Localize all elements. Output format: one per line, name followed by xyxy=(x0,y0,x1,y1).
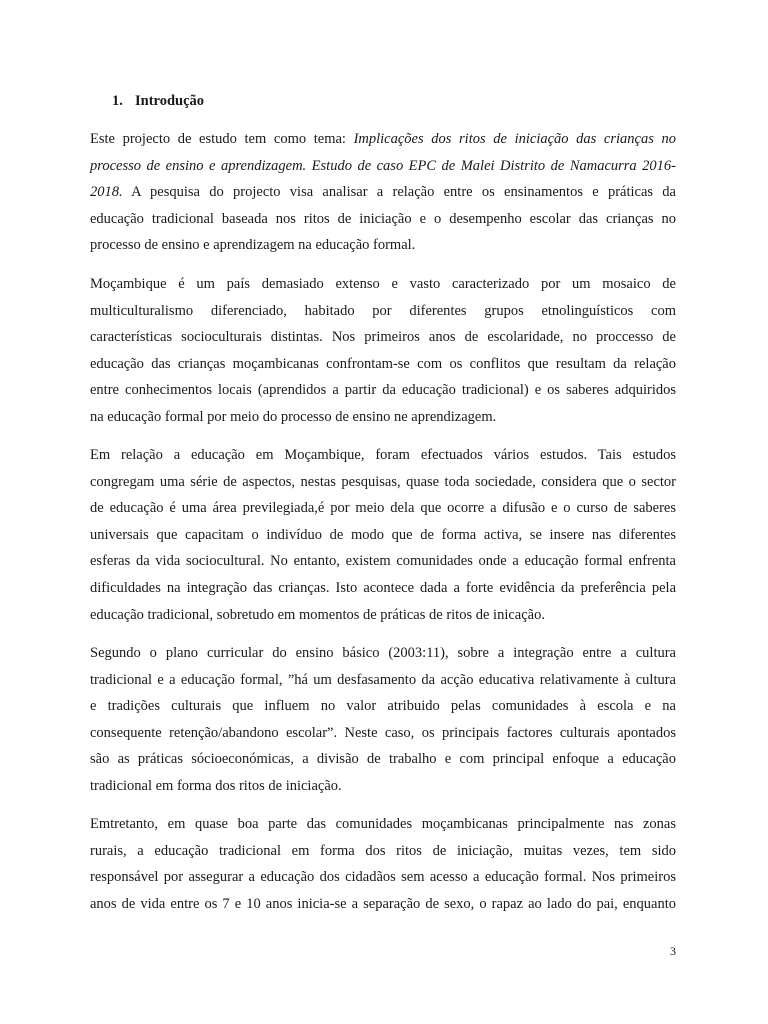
paragraph-line: são as práticas sócioeconómicas, a divisão de trabalho e com principal enfoque a educação xyxy=(90,751,676,768)
paragraph-line: educação tradicional, sobretudo em momentos de práticas de ritos de inicação. xyxy=(90,606,545,623)
paragraph-line: universais que capacitam o indivíduo de modo que de forma activa, se insere nas diferentes xyxy=(90,526,676,543)
section-heading xyxy=(112,93,204,110)
paragraph-line: responsável por assegurar a educação dos cidadãos sem acesso a educação formal. Nos primeiros xyxy=(90,869,676,886)
paragraph-line: multiculturalismo diferenciado, habitado por diferentes grupos etnolinguísticos com xyxy=(90,302,676,319)
paragraph-line: congregam uma série de aspectos, nestas pesquisas, quase toda sociedade, considera que o sector xyxy=(90,473,676,490)
paragraph-line: processo de ensino e aprendizagem na educação formal. xyxy=(90,237,416,254)
paragraph-line: educação tradicional baseada nos ritos de iniciação e o desempenho escolar das crianças no xyxy=(90,210,676,227)
paragraph-line: na educação formal por meio do processo de ensino ne aprendizagem. xyxy=(90,408,497,425)
paragraph-5 xyxy=(90,811,676,917)
paragraph-line: anos de vida entre os 7 e 10 anos inicia-se a separação de sexo, o rapaz ao lado do pai, enquanto xyxy=(90,895,676,912)
paragraph-line: processo de ensino e aprendizagem. Estudo de caso EPC de Malei Distrito de Namacurra 2016- xyxy=(90,157,676,174)
paragraph-line: entre conhecimentos locais (aprendidos a partir da educação tradicional) e os saberes adquiridos xyxy=(90,382,676,399)
paragraph-line: dificuldades na integração das crianças. Isto acontece dada a forte evidência da preferência pela xyxy=(90,579,676,596)
paragraph-line: tradicional e a educação formal, ”há um desfasamento da acção educativa relativamente à cultura xyxy=(90,671,676,688)
page-number: 3 xyxy=(670,944,676,958)
paragraph-line: Este projecto de estudo tem como tema: Implicações dos ritos de iniciação das crianças no xyxy=(90,131,676,147)
paragraph-line: rurais, a educação tradicional em forma dos ritos de iniciação, muitas vezes, tem sido xyxy=(90,842,676,859)
paragraph-3 xyxy=(90,442,676,628)
paragraph-2 xyxy=(90,271,676,431)
section-title: Introdução xyxy=(135,93,205,109)
paragraph-line: Moçambique é um país demasiado extenso e vasto caracterizado por um mosaico de xyxy=(90,276,676,292)
paragraph-line: esferas da vida sociocultural. No entanto, existem comunidades onde a educação formal enfrenta xyxy=(90,553,676,570)
paragraph-line: Em relação a educação em Moçambique, foram efectuados vários estudos. Tais estudos xyxy=(90,447,676,463)
paragraph-4 xyxy=(90,640,676,800)
paragraph-line: características socioculturais distintas. Nos primeiros anos de escolaridade, no proccesso de xyxy=(90,329,676,346)
paragraph-1 xyxy=(90,126,676,259)
paragraph-line: e tradições culturais que influem no valor atribuido pelas comunidades à escola e na xyxy=(90,698,676,715)
paragraph-line: consequente retenção/abandono escolar”. Neste caso, os principais factores culturais apontados xyxy=(90,724,676,741)
paragraph-line: Segundo o plano curricular do ensino básico (2003:11), sobre a integração entre a cultura xyxy=(90,645,676,661)
paragraph-line: de educação é uma área previlegiada,é por meio dela que ocorre a difusão e o curso de saberes xyxy=(90,500,676,517)
section-number: 1. xyxy=(112,93,123,109)
paragraph-line: Emtretanto, em quase boa parte das comunidades moçambicanas principalmente nas zonas xyxy=(90,816,676,832)
paragraph-line: tradicional em forma dos ritos de iniciação. xyxy=(90,777,342,794)
paragraph-line: educação das crianças moçambicanas confrontam-se com os conflitos que resultam da relação xyxy=(90,355,676,372)
paragraph-line: 2018. A pesquisa do projecto visa analisar a relação entre os ensinamentos e práticas da xyxy=(90,184,676,201)
